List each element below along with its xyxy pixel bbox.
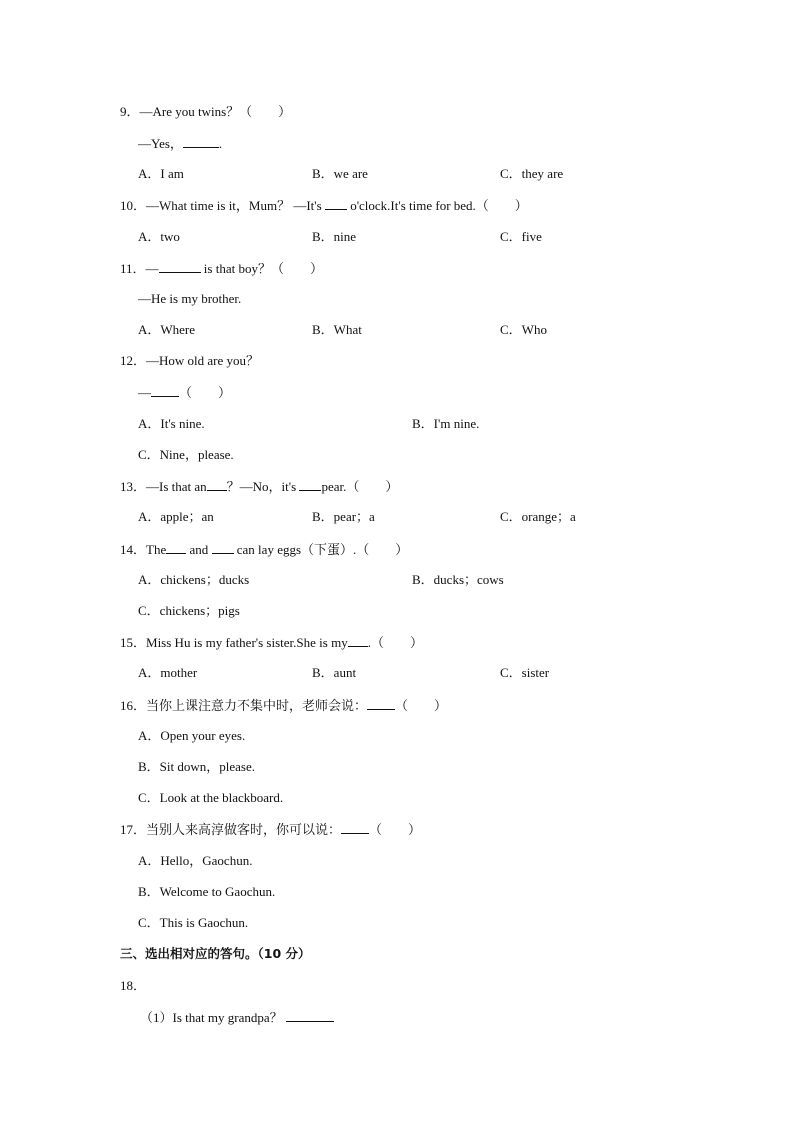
q11-option-a[interactable]: A．Where xyxy=(138,322,196,337)
q14-option-b[interactable]: B．ducks；cows xyxy=(412,572,504,587)
q14-number: 14． xyxy=(120,542,147,557)
q13-number: 13． xyxy=(120,479,147,494)
q15-option-a[interactable]: A．mother xyxy=(138,665,198,680)
q9-option-b[interactable]: B．we are xyxy=(312,166,368,181)
q12-option-c[interactable]: C．Nine，please. xyxy=(138,447,234,462)
q9-stem xyxy=(120,104,291,120)
q17-blank[interactable] xyxy=(341,821,369,834)
q12-number: 12． xyxy=(120,353,147,368)
q17-option-c[interactable]: C．This is Gaochun. xyxy=(138,915,249,930)
q15-number: 15． xyxy=(120,635,147,650)
q10-option-b[interactable]: B．nine xyxy=(312,229,357,244)
q10-stem: 10．—What time is it，Mum？ —It's o'clock.It's time for bed.（ ） xyxy=(120,198,528,213)
q18-number: 18． xyxy=(120,978,147,993)
q10-option-a[interactable]: A．two xyxy=(138,229,180,244)
q12-option-b[interactable]: B．I'm nine. xyxy=(412,416,480,431)
q17-number: 17． xyxy=(120,822,147,837)
q17-stem: 17．当别人来高淳做客时，你可以说： （ ） xyxy=(120,822,422,837)
q10-option-c[interactable]: C．five xyxy=(500,229,542,244)
q9-text: —Are you twins？（ ） xyxy=(139,104,292,119)
q9-number: 9． xyxy=(120,104,140,119)
q17-option-a[interactable]: A．Hello，Gaochun. xyxy=(138,853,253,868)
q14-blank-2[interactable] xyxy=(212,541,234,554)
q13-option-a[interactable]: A．apple；an xyxy=(138,509,214,524)
q9-option-a[interactable]: A．I am xyxy=(138,166,184,181)
q12-stem: 12．—How old are you？ xyxy=(120,353,260,368)
q13-blank-2[interactable] xyxy=(299,478,321,491)
q16-option-a[interactable]: A．Open your eyes. xyxy=(138,728,246,743)
q14-blank-1[interactable] xyxy=(166,541,186,554)
q9-option-c[interactable]: C．they are xyxy=(500,166,564,181)
q15-blank[interactable] xyxy=(348,634,368,647)
q10-number: 10． xyxy=(120,198,147,213)
q16-stem: 16．当你上课注意力不集中时，老师会说： （ ） xyxy=(120,698,448,713)
q16-blank[interactable] xyxy=(367,697,395,710)
q11-option-b[interactable]: B．What xyxy=(312,322,362,337)
q14-option-a[interactable]: A．chickens；ducks xyxy=(138,572,250,587)
q11-blank[interactable] xyxy=(159,260,201,273)
q16-number: 16． xyxy=(120,698,147,713)
q11-option-c[interactable]: C．Who xyxy=(500,322,547,337)
q18-sub1: （1）Is that my grandpa？ xyxy=(140,1009,334,1026)
q14-option-c[interactable]: C．chickens；pigs xyxy=(138,603,240,618)
q11-stem: 11．— is that boy？（ ） xyxy=(120,261,323,276)
q13-option-b[interactable]: B．pear；a xyxy=(312,509,375,524)
q10-blank[interactable] xyxy=(325,197,347,210)
q15-stem: 15．Miss Hu is my father's sister.She is my .（ ） xyxy=(120,635,423,650)
q13-stem: 13．—Is that an ？—No，it's pear.（ ） xyxy=(120,479,399,494)
q17-option-b[interactable]: B．Welcome to Gaochun. xyxy=(138,884,276,899)
q11-number: 11． xyxy=(120,261,146,276)
q12-answer-line: — （ ） xyxy=(138,385,232,400)
q13-option-c[interactable]: C．orange；a xyxy=(500,509,576,524)
q18-sub1-blank[interactable] xyxy=(286,1009,334,1022)
q15-option-b[interactable]: B．aunt xyxy=(312,665,357,680)
section-3-heading: 三、选出相对应的答句。（10 分） xyxy=(120,946,311,961)
q16-option-c[interactable]: C．Look at the blackboard. xyxy=(138,790,284,805)
q16-option-b[interactable]: B．Sit down，please. xyxy=(138,759,255,774)
q9-answer-line: —Yes， . xyxy=(138,136,223,151)
q12-blank[interactable] xyxy=(151,384,179,397)
q14-stem: 14．The and can lay eggs（下蛋）.（ ） xyxy=(120,542,409,557)
q12-option-a[interactable]: A．It's nine. xyxy=(138,416,205,431)
q13-blank-1[interactable] xyxy=(207,478,227,491)
q15-option-c[interactable]: C．sister xyxy=(500,665,550,680)
q9-blank[interactable] xyxy=(183,135,219,148)
q11-answer-line: —He is my brother. xyxy=(138,291,242,306)
